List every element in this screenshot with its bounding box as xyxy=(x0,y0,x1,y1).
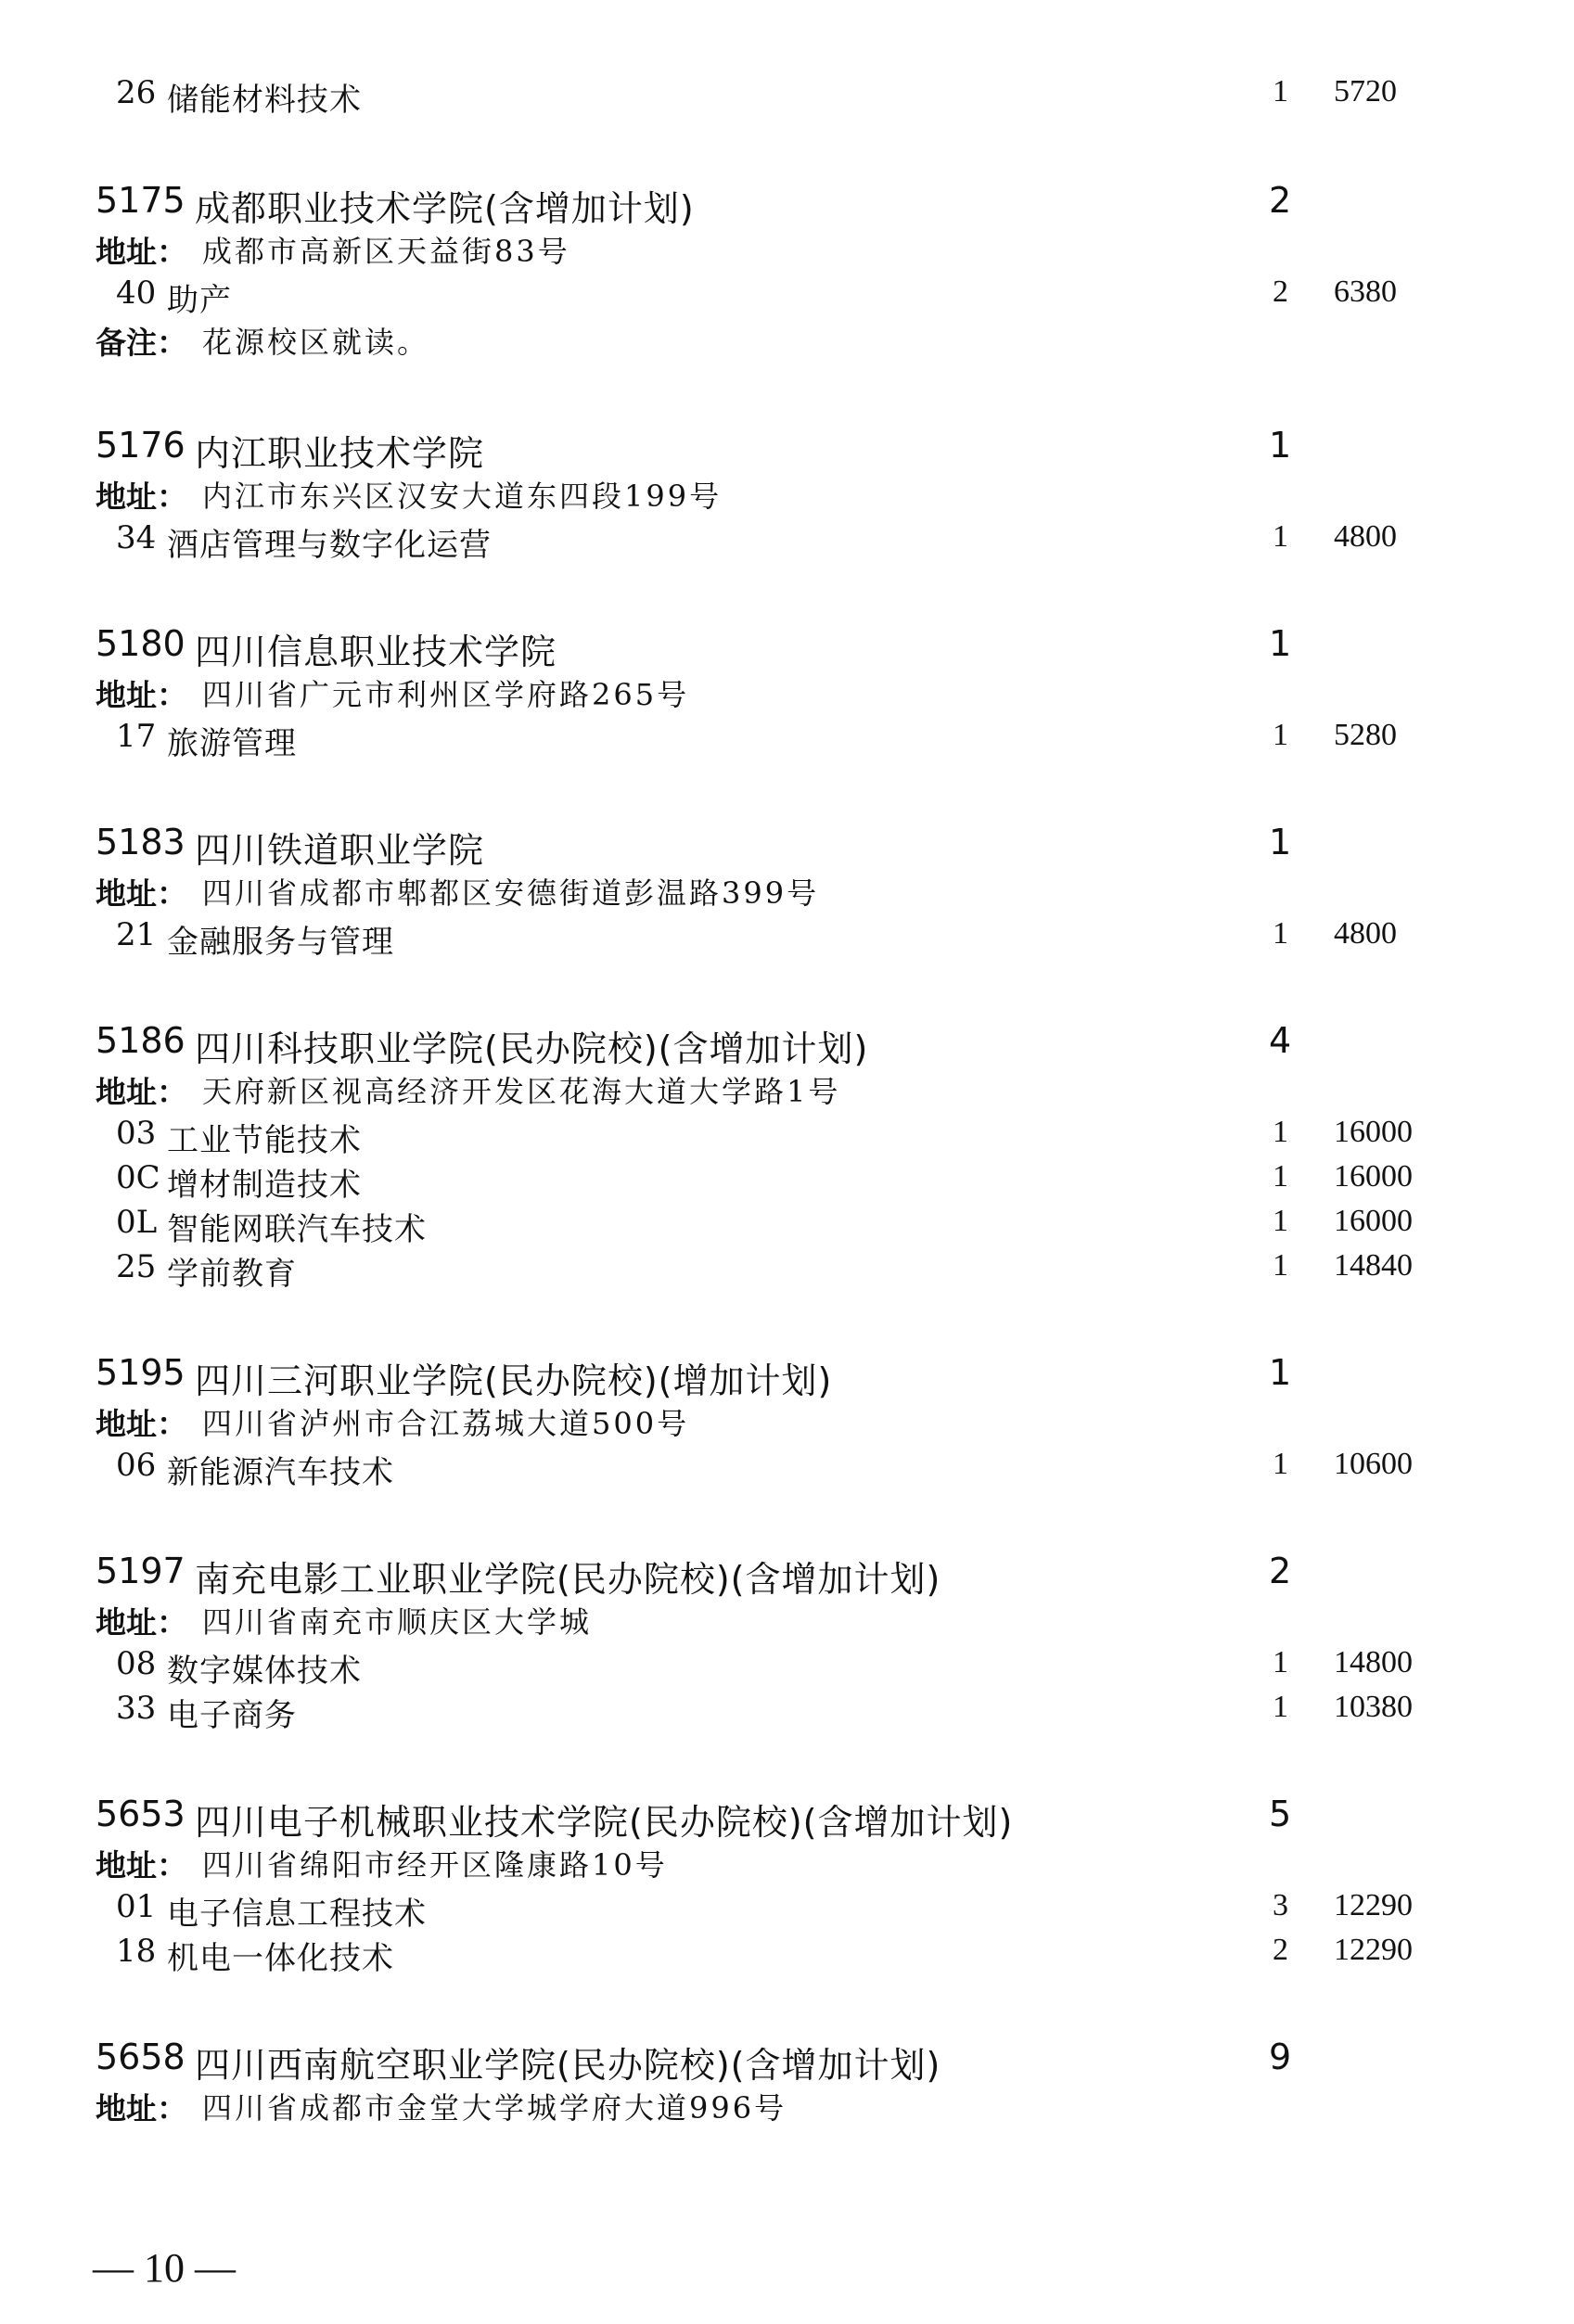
major-count: 1 xyxy=(1273,916,1288,951)
major-name: 电子信息工程技术 xyxy=(167,1896,427,1933)
school-heading xyxy=(0,1352,1574,1401)
address-value: 四川省成都市金堂大学城学府大道996号 xyxy=(202,2090,787,2126)
major-row xyxy=(0,1690,1574,1734)
school-plan-count: 4 xyxy=(1269,1020,1292,1061)
school-heading xyxy=(0,623,1574,672)
school-address xyxy=(0,1068,1574,1113)
address-label: 地址： xyxy=(96,677,187,713)
school-plan-count: 1 xyxy=(1269,425,1292,466)
school-heading xyxy=(0,1020,1574,1069)
major-name: 储能材料技术 xyxy=(167,82,362,119)
school-heading xyxy=(0,425,1574,474)
major-row xyxy=(0,1248,1574,1293)
major-row xyxy=(0,1159,1574,1204)
major-code: 40 xyxy=(116,275,157,312)
major-row xyxy=(0,1888,1574,1933)
address-label: 地址： xyxy=(96,1406,187,1442)
major-code: 18 xyxy=(116,1933,157,1970)
school-address xyxy=(0,2085,1574,2129)
school-heading xyxy=(0,1551,1574,1600)
major-row xyxy=(0,1447,1574,1491)
address-value: 内江市东兴区汉安大道东四段199号 xyxy=(202,479,723,514)
major-fee: 14800 xyxy=(1334,1645,1413,1679)
school-plan-count: 1 xyxy=(1269,1352,1292,1393)
school-code: 5176 xyxy=(96,425,186,466)
school-address xyxy=(0,1842,1574,1886)
school-name: 四川三河职业学院(民办院校)(增加计划) xyxy=(195,1360,833,1401)
major-code: 0L xyxy=(116,1204,158,1241)
address-value: 四川省成都市郫都区安德街道彭温路399号 xyxy=(202,875,820,911)
school-plan-count: 2 xyxy=(1269,180,1292,221)
major-code: 0C xyxy=(116,1159,160,1196)
major-fee: 14840 xyxy=(1334,1248,1413,1283)
major-count: 1 xyxy=(1273,1690,1288,1724)
major-row xyxy=(0,916,1574,961)
major-count: 1 xyxy=(1273,1447,1288,1481)
major-fee: 12290 xyxy=(1334,1888,1413,1922)
school-address xyxy=(0,473,1574,517)
major-row xyxy=(0,718,1574,762)
school-name: 南充电影工业职业学院(民办院校)(含增加计划) xyxy=(195,1559,941,1600)
major-name: 智能网联汽车技术 xyxy=(167,1211,427,1248)
major-fee: 4800 xyxy=(1334,916,1397,951)
school-plan-count: 9 xyxy=(1269,2037,1292,2077)
major-code: 33 xyxy=(116,1690,157,1727)
school-name: 四川电子机械职业技术学院(民办院校)(含增加计划) xyxy=(195,1802,1014,1843)
address-value: 四川省南充市顺庆区大学城 xyxy=(202,1604,593,1640)
major-name: 机电一体化技术 xyxy=(167,1940,394,1977)
major-code: 06 xyxy=(116,1447,157,1484)
school-code: 5658 xyxy=(96,2037,186,2077)
school-address xyxy=(0,1599,1574,1643)
major-count: 1 xyxy=(1273,1204,1288,1238)
school-code: 5175 xyxy=(96,180,186,221)
major-row xyxy=(0,519,1574,564)
major-fee: 5720 xyxy=(1334,74,1397,109)
major-name: 助产 xyxy=(167,282,232,319)
major-count: 1 xyxy=(1273,519,1288,554)
school-name: 四川铁道职业学院 xyxy=(195,830,485,871)
major-code: 08 xyxy=(116,1645,157,1682)
major-name: 旅游管理 xyxy=(167,725,297,762)
major-fee: 6380 xyxy=(1334,275,1397,309)
major-count: 2 xyxy=(1273,275,1288,309)
major-row xyxy=(0,1933,1574,1977)
school-plan-count: 5 xyxy=(1269,1794,1292,1834)
school-heading xyxy=(0,2037,1574,2086)
major-name: 电子商务 xyxy=(167,1697,297,1734)
school-heading xyxy=(0,1794,1574,1843)
major-name: 新能源汽车技术 xyxy=(167,1454,394,1491)
major-name: 酒店管理与数字化运营 xyxy=(167,527,492,564)
note-value: 花源校区就读。 xyxy=(202,325,430,360)
school-code: 5197 xyxy=(96,1551,186,1591)
note-label: 备注： xyxy=(96,325,187,361)
school-code: 5186 xyxy=(96,1020,186,1061)
major-code: 17 xyxy=(116,718,157,755)
address-label: 地址： xyxy=(96,1847,187,1883)
address-value: 成都市高新区天益街83号 xyxy=(202,234,570,269)
major-name: 工业节能技术 xyxy=(167,1122,362,1159)
major-name: 增材制造技术 xyxy=(167,1167,362,1204)
school-plan-count: 2 xyxy=(1269,1551,1292,1591)
address-value: 四川省泸州市合江荔城大道500号 xyxy=(202,1406,690,1441)
major-count: 2 xyxy=(1273,1933,1288,1967)
school-plan-count: 1 xyxy=(1269,623,1292,664)
school-name: 内江职业技术学院 xyxy=(195,433,485,474)
major-row xyxy=(0,1645,1574,1690)
school-code: 5183 xyxy=(96,822,186,862)
school-code: 5195 xyxy=(96,1352,186,1393)
major-name: 数字媒体技术 xyxy=(167,1653,362,1690)
major-row xyxy=(0,275,1574,319)
school-name: 四川西南航空职业学院(民办院校)(含增加计划) xyxy=(195,2045,941,2086)
major-fee: 16000 xyxy=(1334,1159,1413,1194)
school-code: 5180 xyxy=(96,623,186,664)
school-address xyxy=(0,228,1574,273)
school-address xyxy=(0,1400,1574,1445)
major-fee: 4800 xyxy=(1334,519,1397,554)
major-name: 学前教育 xyxy=(167,1256,297,1293)
school-address xyxy=(0,870,1574,914)
major-code: 01 xyxy=(116,1888,157,1925)
school-heading xyxy=(0,822,1574,871)
major-count: 1 xyxy=(1273,74,1288,109)
school-name: 四川科技职业学院(民办院校)(含增加计划) xyxy=(195,1028,869,1069)
address-label: 地址： xyxy=(96,1604,187,1641)
major-count: 1 xyxy=(1273,1159,1288,1194)
address-value: 天府新区视高经济开发区花海大道大学路1号 xyxy=(202,1074,841,1109)
major-code: 26 xyxy=(116,74,157,111)
major-count: 1 xyxy=(1273,1115,1288,1149)
major-count: 1 xyxy=(1273,1645,1288,1679)
school-code: 5653 xyxy=(96,1794,186,1834)
school-name: 四川信息职业技术学院 xyxy=(195,632,557,672)
major-row xyxy=(0,1204,1574,1248)
address-label: 地址： xyxy=(96,479,187,515)
school-heading xyxy=(0,180,1574,229)
major-row xyxy=(0,1115,1574,1159)
major-code: 25 xyxy=(116,1248,157,1285)
address-label: 地址： xyxy=(96,1074,187,1110)
major-count: 1 xyxy=(1273,1248,1288,1283)
school-note xyxy=(0,319,1574,364)
address-label: 地址： xyxy=(96,2090,187,2126)
major-code: 21 xyxy=(116,916,157,953)
major-fee: 5280 xyxy=(1334,718,1397,752)
address-value: 四川省广元市利州区学府路265号 xyxy=(202,677,690,712)
major-count: 3 xyxy=(1273,1888,1288,1922)
address-label: 地址： xyxy=(96,875,187,912)
school-address xyxy=(0,671,1574,716)
major-code: 34 xyxy=(116,519,157,556)
major-code: 03 xyxy=(116,1115,157,1152)
major-fee: 16000 xyxy=(1334,1204,1413,1238)
major-count: 1 xyxy=(1273,718,1288,752)
school-name: 成都职业技术学院(含增加计划) xyxy=(195,188,695,229)
page-number: — 10 — xyxy=(93,2245,236,2291)
school-plan-count: 1 xyxy=(1269,822,1292,862)
address-label: 地址： xyxy=(96,234,187,270)
major-fee: 10380 xyxy=(1334,1690,1413,1724)
major-fee: 12290 xyxy=(1334,1933,1413,1967)
major-name: 金融服务与管理 xyxy=(167,924,394,961)
major-row xyxy=(0,74,1574,119)
major-fee: 10600 xyxy=(1334,1447,1413,1481)
address-value: 四川省绵阳市经开区隆康路10号 xyxy=(202,1847,668,1883)
major-fee: 16000 xyxy=(1334,1115,1413,1149)
